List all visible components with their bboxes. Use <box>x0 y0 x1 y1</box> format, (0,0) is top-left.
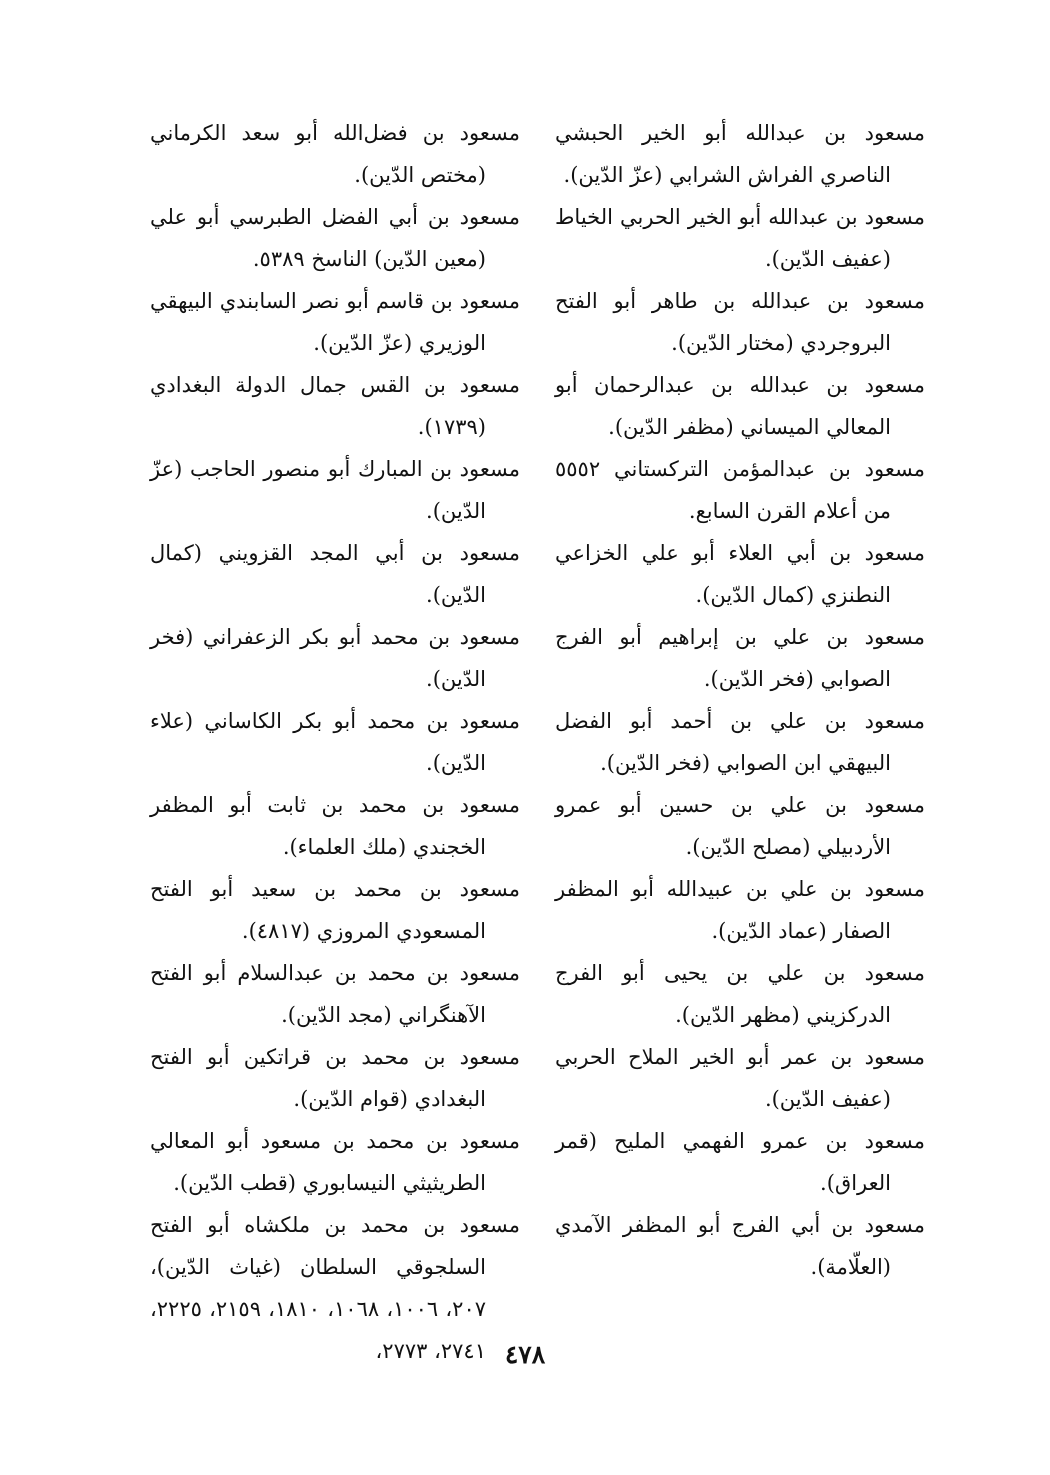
index-entry: مسعود بن محمد بن ثابت أبو المظفر الخجندي (ملك العلماء). <box>150 793 520 859</box>
index-entry: مسعود بن عبدالله بن طاهر أبو الفتح البروجردي (مختار الدّين). <box>555 289 925 355</box>
index-entry: مسعود بن عبدالمؤمن التركستاني ٥٥٥٢ من أعلام القرن السابع. <box>555 457 925 523</box>
index-column-right <box>555 112 925 1288</box>
index-entry: مسعود بن عبدالله أبو الخير الحبشي الناصري الفراش الشرابي (عزّ الدّين). <box>555 121 925 187</box>
index-entry: مسعود بن عمر أبو الخير الملاح الحربي (عفيف الدّين). <box>555 1045 925 1111</box>
page-number: ٤٧٨ <box>504 1340 546 1369</box>
index-entry: مسعود بن فضل‌الله أبو سعد الكرماني (مختص الدّين). <box>150 121 520 187</box>
index-entry: مسعود بن أبي العلاء أبو علي الخزاعي النطنزي (كمال الدّين). <box>555 541 925 607</box>
index-entry: مسعود بن محمد بن عبدالسلام أبو الفتح الآهنگراني (مجد الدّين). <box>150 961 520 1027</box>
index-column-left <box>150 112 520 1372</box>
index-entry: مسعود بن محمد أبو بكر الكاساني (علاء الدّين). <box>150 709 520 775</box>
index-entry: مسعود بن محمد أبو بكر الزعفراني (فخر الدّين). <box>150 625 520 691</box>
index-entry: مسعود بن قاسم أبو نصر السابندي البيهقي الوزيري (عزّ الدّين). <box>150 289 520 355</box>
index-entry: مسعود بن عمرو الفهمي المليح (قمر العراق). <box>555 1129 925 1195</box>
index-entry: مسعود بن علي بن إبراهيم أبو الفرج الصوابي (فخر الدّين). <box>555 625 925 691</box>
index-entry: مسعود بن محمد بن سعيد أبو الفتح المسعودي المروزي (٤٨١٧). <box>150 877 520 943</box>
index-entry: مسعود بن عبدالله بن عبدالرحمان أبو المعالي الميساني (مظفر الدّين). <box>555 373 925 439</box>
index-entry: مسعود بن أبي الفرج أبو المظفر الآمدي (العلّامة). <box>555 1213 925 1279</box>
index-entry: مسعود بن القس جمال الدولة البغدادي (١٧٣٩). <box>150 373 520 439</box>
index-entry: مسعود بن علي بن يحيى أبو الفرج الدركزيني (مظهر الدّين). <box>555 961 925 1027</box>
index-entry: مسعود بن محمد بن قراتكين أبو الفتح البغدادي (قوام الدّين). <box>150 1045 520 1111</box>
index-entry: مسعود بن محمد بن ملكشاه أبو الفتح السلجوقي السلطان (غياث الدّين)، ٢٠٧، ١٠٠٦، ١٠٦٨، ١٨١٠، ٢١٥٩، ٢٢٢٥، ٢٧٤١، ٢٧٧٣، <box>150 1213 520 1363</box>
index-entry: مسعود بن أبي المجد القزويني (كمال الدّين). <box>150 541 520 607</box>
index-entry: مسعود بن علي بن أحمد أبو الفضل البيهقي ابن الصوابي (فخر الدّين). <box>555 709 925 775</box>
index-entry: مسعود بن المبارك أبو منصور الحاجب (عزّ الدّين). <box>150 457 520 523</box>
index-entry: مسعود بن عبدالله أبو الخير الحربي الخياط (عفيف الدّين). <box>555 205 925 271</box>
index-entry: مسعود بن أبي الفضل الطبرسي أبو علي (معين الدّين) الناسخ ٥٣٨٩. <box>150 205 520 271</box>
index-entry: مسعود بن علي بن عبيدالله أبو المظفر الصفار (عماد الدّين). <box>555 877 925 943</box>
index-entry: مسعود بن علي بن حسين أبو عمرو الأردبيلي (مصلح الدّين). <box>555 793 925 859</box>
index-entry: مسعود بن محمد بن مسعود أبو المعالي الطريثيثي النيسابوري (قطب الدّين). <box>150 1129 520 1195</box>
